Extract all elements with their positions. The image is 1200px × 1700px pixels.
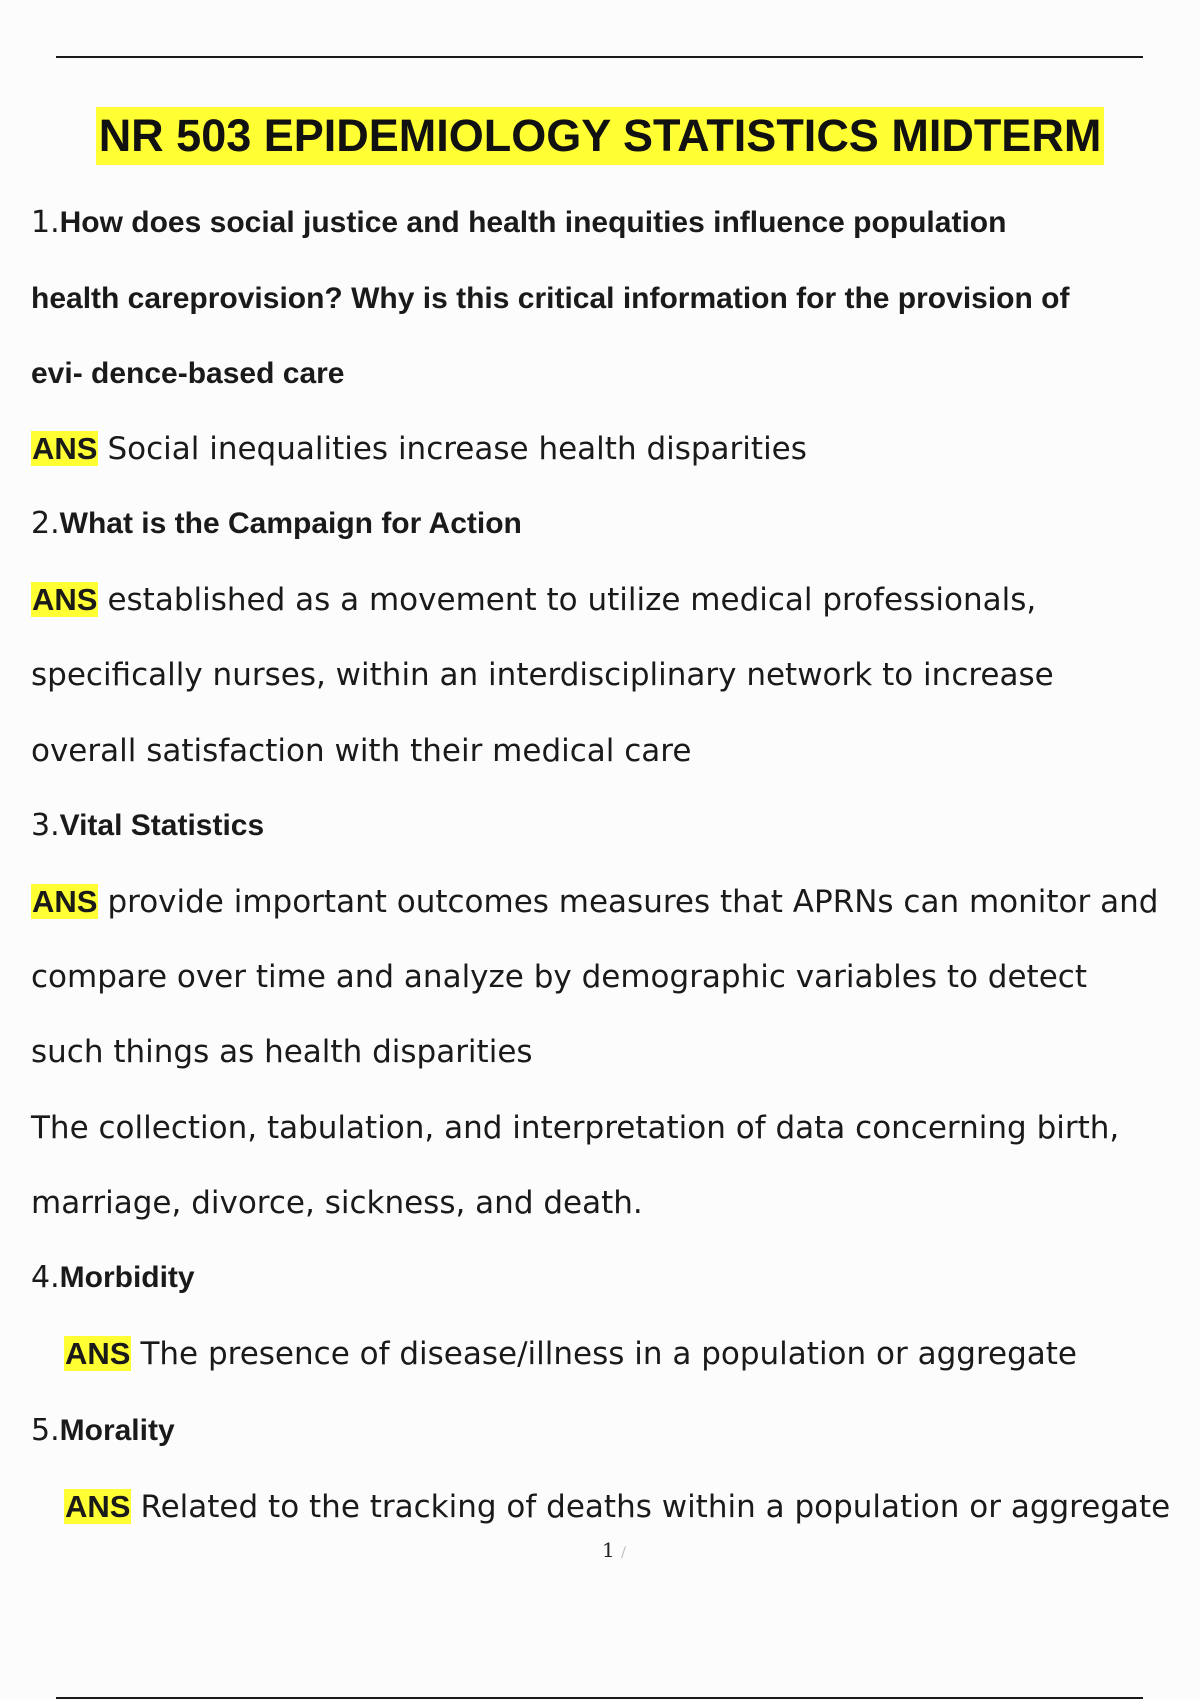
ans-label: ANS — [32, 431, 98, 466]
page-title: NR 503 EPIDEMIOLOGY STATISTICS MIDTERM — [96, 107, 1105, 165]
question-text: What is the Campaign for Action — [59, 507, 522, 540]
answer-3-line-3: such things as health disparities — [31, 1034, 533, 1070]
question-4 — [31, 1258, 195, 1298]
bottom-rule — [56, 1697, 1143, 1699]
title-block — [0, 107, 1200, 165]
question-3 — [31, 806, 264, 846]
question-number: 1. — [31, 205, 60, 240]
answer-4 — [64, 1334, 1077, 1374]
page-number-value: 1 — [602, 1538, 615, 1562]
answer-text: Social inequalities increase health disparities — [107, 431, 807, 467]
question-number: 5. — [31, 1413, 60, 1448]
answer-3-line-5: marriage, divorce, sickness, and death. — [31, 1185, 643, 1221]
top-rule — [56, 56, 1143, 58]
question-number: 3. — [31, 808, 60, 843]
answer-3-line-2: compare over time and analyze by demographic variables to detect — [31, 959, 1087, 995]
answer-text: provide important outcomes measures that APRNs can monitor and — [107, 884, 1159, 920]
question-number: 4. — [31, 1260, 60, 1295]
ans-label: ANS — [32, 582, 98, 617]
question-1-line-3: evi- dence-based care — [31, 357, 345, 390]
question-2 — [31, 504, 522, 544]
question-1 — [31, 203, 1006, 243]
answer-5 — [64, 1487, 1170, 1527]
answer-text: The presence of disease/illness in a population or aggregate — [140, 1336, 1077, 1372]
question-5 — [31, 1411, 175, 1451]
ans-label: ANS — [65, 1336, 131, 1371]
question-text: Vital Statistics — [59, 809, 265, 842]
ans-label: ANS — [32, 884, 98, 919]
answer-2-line-3: overall satisfaction with their medical care — [31, 733, 692, 769]
page-number — [602, 1538, 626, 1562]
answer-1 — [31, 429, 807, 469]
page-number-mark: / — [621, 1545, 626, 1561]
question-1-line-2: health careprovision? Why is this critical information for the provision of — [31, 282, 1070, 315]
question-text: Morality — [59, 1414, 175, 1447]
answer-text: Related to the tracking of deaths within a population or aggregate — [140, 1489, 1171, 1525]
answer-2-line-2: specifically nurses, within an interdisciplinary network to increase — [31, 657, 1054, 693]
ans-label: ANS — [65, 1489, 131, 1524]
question-text: Morbidity — [59, 1261, 195, 1294]
question-number: 2. — [31, 506, 60, 541]
answer-2 — [31, 580, 1036, 620]
answer-3 — [31, 882, 1158, 922]
answer-text: established as a movement to utilize medical professionals, — [107, 582, 1037, 618]
question-text: How does social justice and health inequities influence population — [59, 206, 1007, 239]
answer-3-line-4: The collection, tabulation, and interpretation of data concerning birth, — [31, 1110, 1120, 1146]
